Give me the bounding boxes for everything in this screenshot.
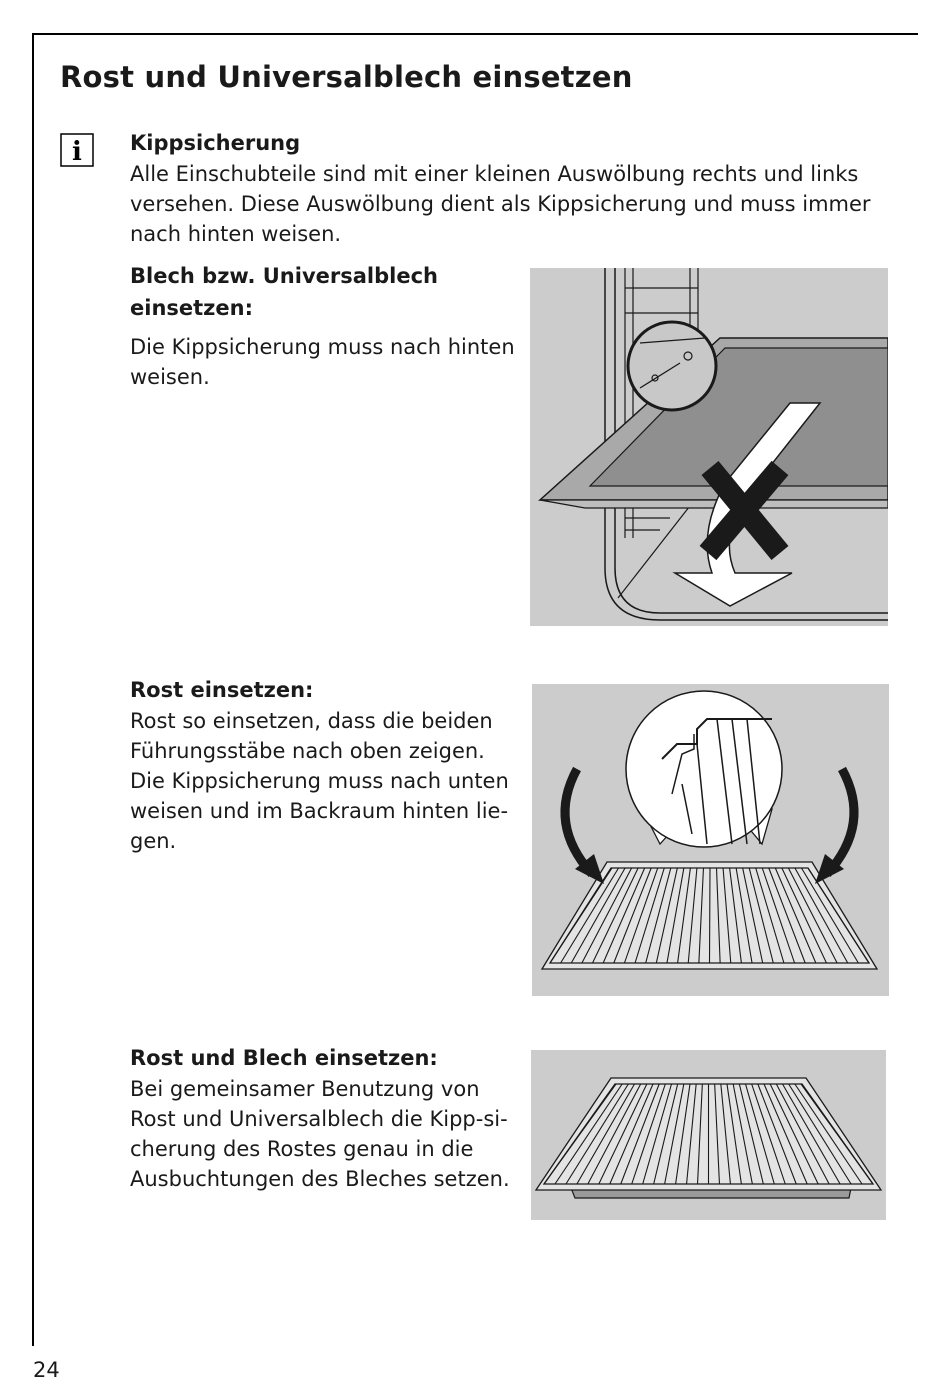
rack-and-tray-figure bbox=[531, 1050, 886, 1220]
info-icon bbox=[60, 133, 94, 167]
info-note-text: Alle Einschubteile sind mit einer kleinen Auswölbung rechts und links versehen. Diese Auswölbung dient als Kippsicherung und muss immer nach hinten weisen. bbox=[130, 162, 871, 246]
section-rack-heading: Rost einsetzen: bbox=[130, 678, 314, 702]
info-note-heading: Kippsicherung bbox=[130, 131, 301, 155]
section-rack-text: Rost so einsetzen, dass die beiden Führungsstäbe nach oben zeigen. Die Kippsicherung muss nach unten weisen und im Backraum hinten lie- gen. bbox=[130, 709, 509, 853]
tray-insertion-figure bbox=[530, 268, 888, 626]
page-title: Rost und Universalblech einsetzen bbox=[60, 60, 633, 94]
section-rack-and-tray-text: Bei gemeinsamer Benutzung von Rost und Universalblech die Kipp-si- cherung des Rostes genau in die Ausbuchtungen des Bleches setzen. bbox=[130, 1077, 510, 1191]
section-rack bbox=[130, 674, 525, 856]
section-tray bbox=[130, 260, 525, 392]
info-icon-letter: i bbox=[72, 137, 82, 167]
left-margin-rule bbox=[32, 33, 34, 1346]
info-note bbox=[130, 127, 910, 249]
rack-insertion-figure bbox=[532, 684, 889, 996]
top-rule bbox=[33, 33, 918, 35]
section-rack-and-tray-heading: Rost und Blech einsetzen: bbox=[130, 1046, 438, 1070]
section-tray-text: Die Kippsicherung muss nach hinten weisen. bbox=[130, 335, 515, 389]
rack-bar bbox=[710, 868, 711, 963]
page-number: 24 bbox=[33, 1358, 60, 1382]
section-tray-heading: Blech bzw. Universalblech einsetzen: bbox=[130, 264, 438, 320]
section-rack-and-tray bbox=[130, 1042, 525, 1194]
